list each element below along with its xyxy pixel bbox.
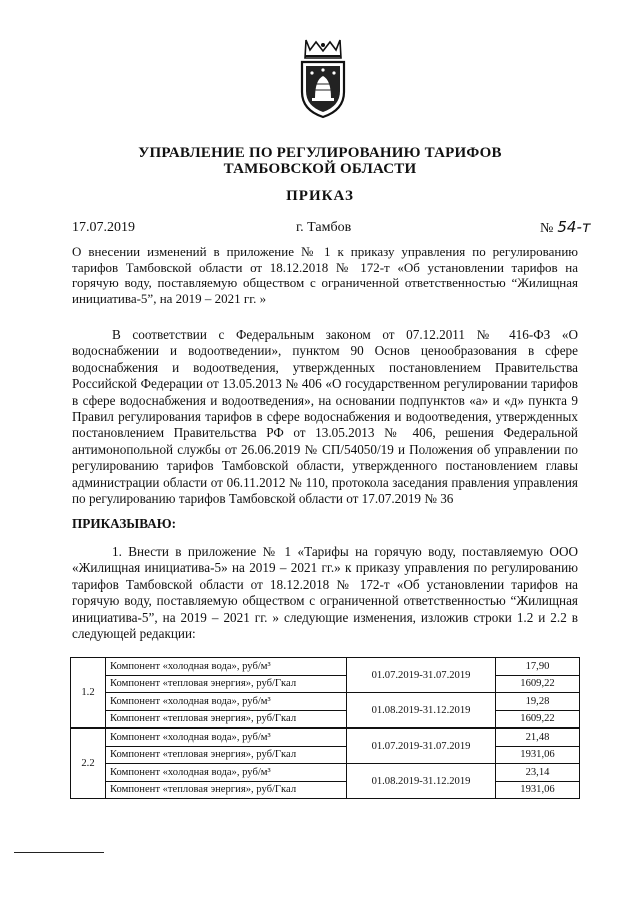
- issuer-name-line1: УПРАВЛЕНИЕ ПО РЕГУЛИРОВАНИЮ ТАРИФОВ: [138, 145, 502, 161]
- table-row: [71, 746, 580, 764]
- coat-of-arms-emblem: [296, 36, 350, 120]
- component-cell: Компонент «тепловая энергия», руб/Гкал: [106, 746, 347, 764]
- tariff-table: [70, 657, 580, 799]
- document-type-title: ПРИКАЗ: [286, 188, 354, 204]
- order-city: г. Тамбов: [296, 220, 352, 235]
- issuer-name-line2: ТАМБОВСКОЙ ОБЛАСТИ: [223, 161, 417, 177]
- component-cell: Компонент «тепловая энергия», руб/Гкал: [106, 675, 347, 693]
- value-cell: 21,48: [496, 728, 580, 746]
- value-cell: 1609,22: [496, 710, 580, 728]
- footer-divider: [14, 852, 104, 853]
- table-row: [71, 693, 580, 711]
- legal-basis-paragraph: В соответствии с Федеральным законом от 07.12.2011 № 416-ФЗ «О водоснабжении и водоотведении», пунктом 90 Основ ценообразования в сфере водоснабжения и водоотведения, утвержденных постановлением Правительства Российской Федерации от 13.05.2013 № 406 «О государственном регулировании тарифов в сфере водоснабжения и водоотведения», на основании подпунктов «а» и «д» пункта 9 Правил регулирования тарифов в сфере водоснабжения и водоотведения, утвержденных постановлением Правительства РФ от 13.05.2013 № 406, решения Федеральной антимонопольной службы от 26.06.2019 № СП/54050/19 и Положения об управлении по регулированию тарифов Тамбовской области, утвержденного постановлением главы администрации области от 06.11.2012 № 110, протокола заседания правления управления по регулированию тарифов Тамбовской области от 17.07.2019 № 36: [72, 327, 578, 507]
- component-cell: Компонент «тепловая энергия», руб/Гкал: [106, 710, 347, 728]
- component-cell: Компонент «холодная вода», руб/м³: [106, 728, 347, 746]
- order-number: [540, 218, 591, 237]
- value-cell: 19,28: [496, 693, 580, 711]
- value-cell: 1609,22: [496, 675, 580, 693]
- prikazyvayu-heading: ПРИКАЗЫВАЮ:: [72, 516, 176, 531]
- component-cell: Компонент «холодная вода», руб/м³: [106, 693, 347, 711]
- row-index: 2.2: [71, 728, 106, 799]
- period-cell: 01.07.2019-31.07.2019: [347, 658, 496, 693]
- period-cell: 01.08.2019-31.12.2019: [347, 764, 496, 799]
- table-row: [71, 710, 580, 728]
- table-row: [71, 764, 580, 782]
- order-subject: О внесении изменений в приложение № 1 к приказу управления по регулированию тарифов Тамбовской области от 18.12.2018 № 172-т «Об установлении тарифов на горячую воду, поставляемую обществом с ограниченной ответственностью “Жилищная инициатива-5”, на 2019 – 2021 гг. »: [72, 244, 578, 306]
- order-number-prefix: №: [540, 221, 554, 236]
- order-date: 17.07.2019: [72, 220, 135, 235]
- value-cell: 1931,06: [496, 781, 580, 799]
- order-number-handwritten: 54-т: [557, 218, 591, 236]
- component-cell: Компонент «тепловая энергия», руб/Гкал: [106, 781, 347, 799]
- period-cell: 01.07.2019-31.07.2019: [347, 728, 496, 764]
- table-row: [71, 675, 580, 693]
- table-row: [71, 781, 580, 799]
- item-1-paragraph: 1. Внести в приложение № 1 «Тарифы на горячую воду, поставляемую ООО «Жилищная инициатива-5» на 2019 – 2021 гг.» к приказу управления по регулированию тарифов Тамбовской области от 18.12.2018 № 172-т «Об установлении тарифов на горячую воду, поставляемую обществом с ограниченной ответственностью “Жилищная инициатива-5”, на 2019 – 2021 гг. » следующие изменения, изложив строки 1.2 и 2.2 в следующей редакции:: [72, 544, 578, 642]
- value-cell: 17,90: [496, 658, 580, 676]
- value-cell: 1931,06: [496, 746, 580, 764]
- value-cell: 23,14: [496, 764, 580, 782]
- component-cell: Компонент «холодная вода», руб/м³: [106, 764, 347, 782]
- table-row: [71, 728, 580, 746]
- period-cell: 01.08.2019-31.12.2019: [347, 693, 496, 729]
- row-index: 1.2: [71, 658, 106, 729]
- table-row: [71, 658, 580, 676]
- component-cell: Компонент «холодная вода», руб/м³: [106, 658, 347, 676]
